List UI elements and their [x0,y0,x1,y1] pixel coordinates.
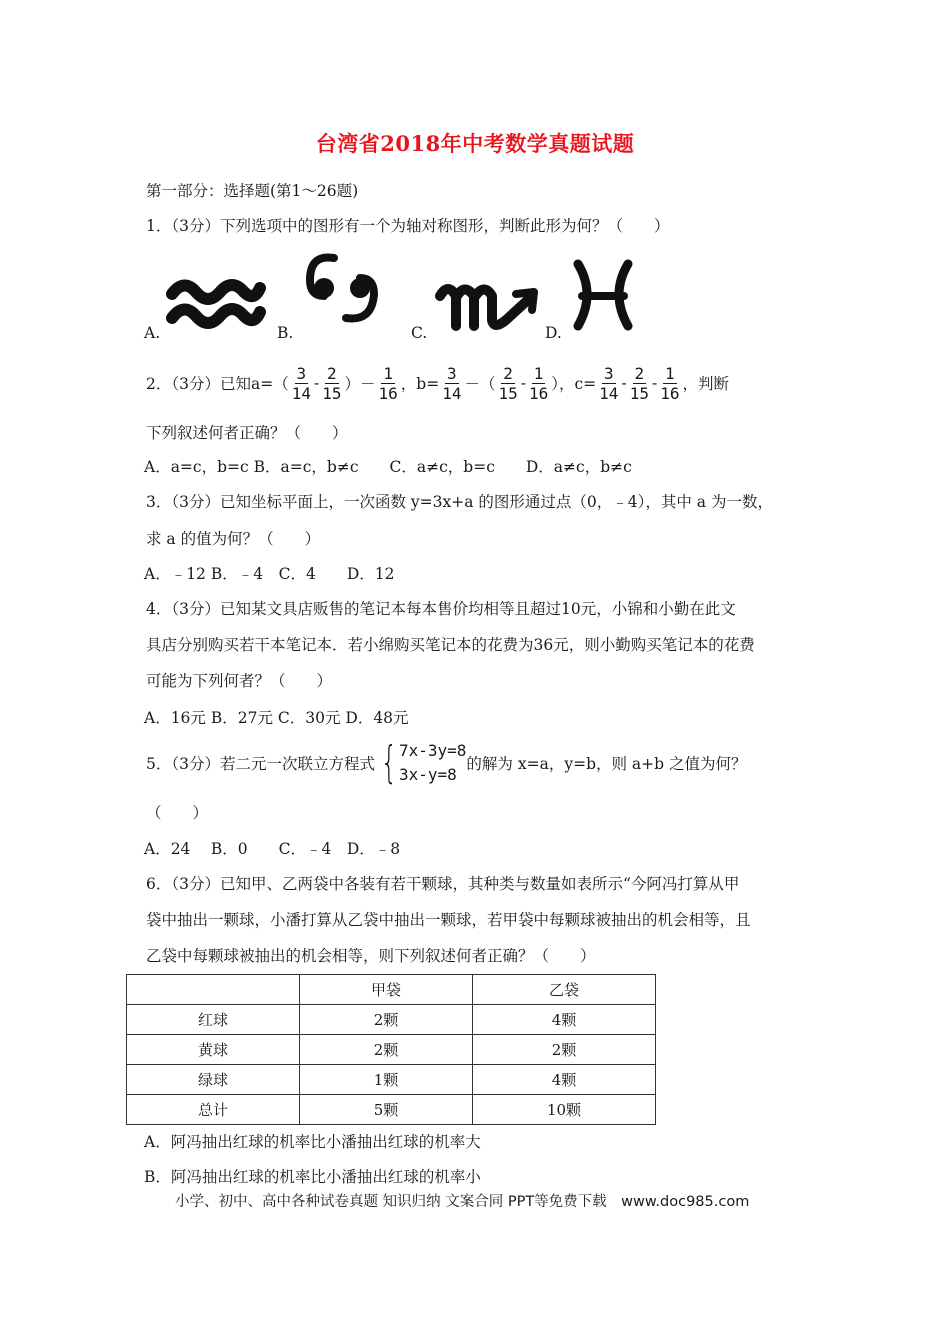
equation-1: 7x-3y=8 [398,741,467,760]
q2-text: －（ [464,375,496,393]
fraction: $\frac{2}{15}$ [629,363,649,403]
fraction: $\frac{1}{16}$ [528,363,549,403]
q2-text: ）－ [344,375,376,393]
ball-count-table [126,974,656,1125]
question-4-options: A．16元 B．27元 C．30元 D．48元 [144,709,409,727]
question-6-option-a: A．阿冯抽出红球的机率比小潘抽出红球的机率大 [144,1133,481,1151]
brace-icon: { [380,737,398,788]
q2-text: ，判断 [682,375,729,393]
question-6-option-b: B．阿冯抽出红球的机率比小潘抽出红球的机率小 [144,1168,481,1186]
table-header-row [127,975,656,1005]
table-cell: 5颗 [300,1095,473,1125]
pisces-icon [570,258,636,332]
table-cell: 2颗 [300,1035,473,1065]
q5-suffix: 的解为 x=a，y=b，则 a+b 之值为何？ [466,755,747,773]
q1-label-b: B. [277,324,294,342]
fraction: $\frac{1}{16}$ [660,363,680,403]
fraction: $\frac{1}{16}$ [378,363,398,403]
fraction: $\frac{3}{14}$ [442,363,462,403]
question-6-line3: 乙袋中每颗球被抽出的机会相等，则下列叙述何者正确？（ ） [146,947,596,965]
question-2-options: A．a=c，b=c B．a=c，b≠c C．a≠c，b=c D．a≠c，b≠c [144,458,632,476]
footer-watermark: 小学、初中、高中各种试卷真题 知识归纳 文案合同 PPT等免费下载 www.doc985.com [175,1194,750,1210]
question-6-line2: 袋中抽出一颗球，小潘打算从乙袋中抽出一颗球，若甲袋中每颗球被抽出的机会相等，且 [146,911,751,929]
table-cell: 1颗 [300,1065,473,1095]
minus-sign: - [520,374,526,392]
q1-label-d: D. [545,324,562,342]
question-5-line1 [146,736,747,790]
minus-sign: - [313,374,320,392]
table-cell: 绿球 [127,1065,300,1095]
question-2-formula [146,360,729,406]
fraction: $\frac{2}{15}$ [322,363,342,403]
minus-sign: - [651,374,658,392]
q1-label-c: C. [411,324,428,342]
fraction: $\frac{2}{15}$ [498,363,518,403]
fraction: $\frac{3}{14}$ [291,363,311,403]
question-3-line1: 3．（3分）已知坐标平面上，一次函数 y=3x+a 的图形通过点（0，﹣4），其中 a 为一数， [146,493,773,511]
table-row [127,1035,656,1065]
table-cell: 总计 [127,1095,300,1125]
question-5-options: A．24 B．0 C．﹣4 D．﹣8 [144,840,401,858]
fraction: $\frac{3}{14}$ [599,363,619,403]
aquarius-icon [166,270,266,332]
table-header-cell [127,975,300,1005]
q2-text: ），c= [551,375,597,393]
equation-system [375,739,466,787]
question-3-line2: 求 a 的值为何？（ ） [146,530,321,548]
table-cell: 黄球 [127,1035,300,1065]
question-2-line2: 下列叙述何者正确？（ ） [146,424,348,442]
table-cell: 4颗 [473,1065,656,1095]
question-5-line2: （ ） [146,804,209,822]
q1-label-a: A. [144,324,161,342]
table-cell: 4颗 [473,1005,656,1035]
minus-sign: - [621,374,627,392]
table-header-cell: 乙袋 [473,975,656,1005]
scorpio-icon [434,276,544,332]
table-row [127,1065,656,1095]
question-4-line3: 可能为下列何者？（ ） [146,672,333,690]
table-cell: 红球 [127,1005,300,1035]
table-row [127,1095,656,1125]
section-heading: 第一部分：选择题(第1～26题) [146,182,359,200]
table-cell: 2颗 [473,1035,656,1065]
q2-prefix: 2．（3分）已知a=（ [146,375,289,393]
table-header-cell: 甲袋 [300,975,473,1005]
question-1-stem: 1．（3分）下列选项中的图形有一个为轴对称图形，判断此形为何？（ ） [146,217,670,235]
page-title: 台湾省2018年中考数学真题试题 [315,131,635,156]
question-3-options: A．﹣12 B．﹣4 C．4 D．12 [144,565,395,583]
question-4-line1: 4．（3分）已知某文具店贩售的笔记本每本售价均相等且超过10元，小锦和小勤在此文 [146,600,736,618]
table-cell: 10颗 [473,1095,656,1125]
question-4-line2: 具店分别购买若干本笔记本．若小绵购买笔记本的花费为36元，则小勤购买笔记本的花费 [146,636,755,654]
table-cell: 2颗 [300,1005,473,1035]
equation-2: 3x-y=8 [398,765,457,784]
q5-prefix: 5．（3分）若二元一次联立方程式 [146,755,375,773]
question-6-line1: 6．（3分）已知甲、乙两袋中各装有若干颗球，其种类与数量如表所示“今阿冯打算从甲 [146,875,740,893]
q2-text: ，b= [400,375,440,393]
table-row [127,1005,656,1035]
cancer-icon [302,252,382,324]
